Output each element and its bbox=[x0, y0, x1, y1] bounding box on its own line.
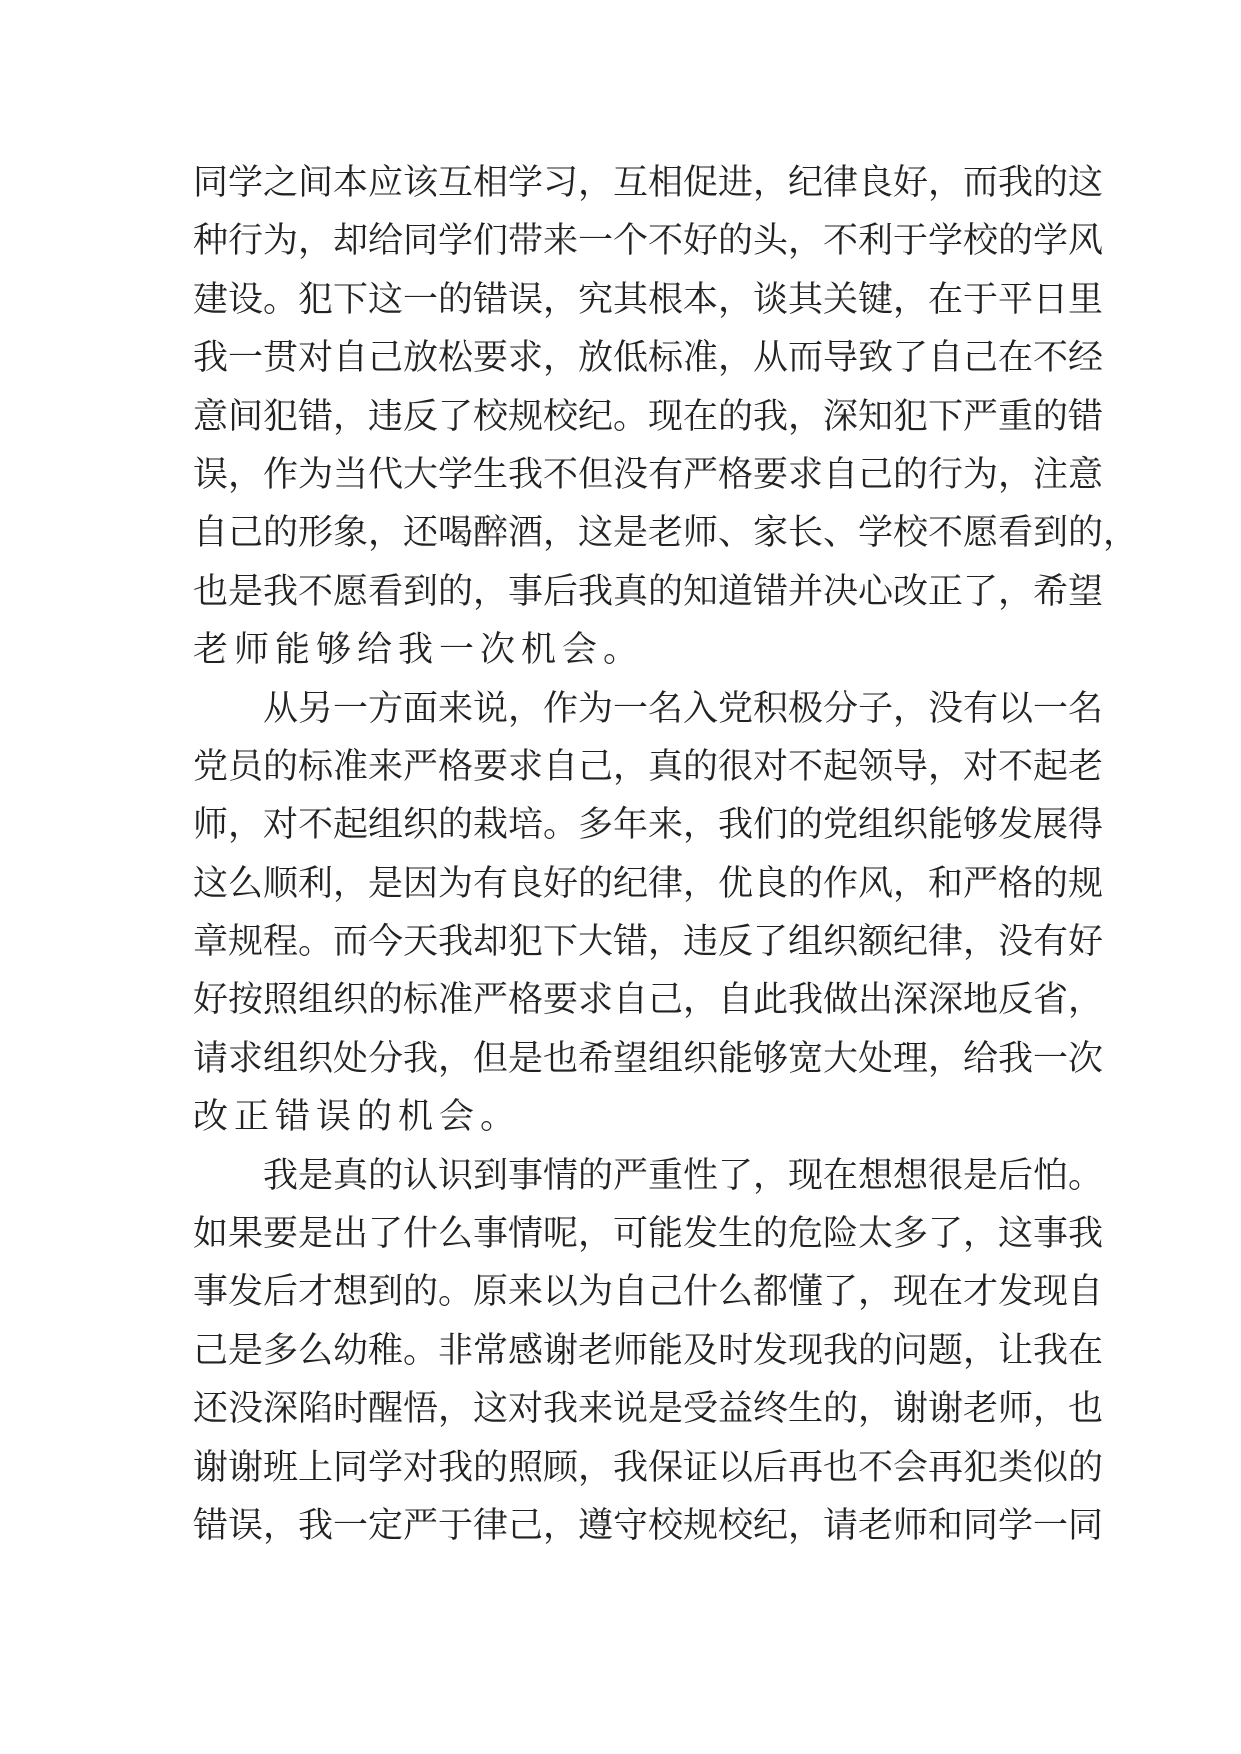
text-line: 事发后才想到的。原来以为自己什么都懂了，现在才发现自 bbox=[193, 1272, 1104, 1313]
text-line-paragraph-end: 改正错误的机会。 bbox=[193, 1097, 522, 1138]
text-line: 党员的标准来严格要求自己，真的很对不起领导，对不起老 bbox=[193, 746, 1104, 787]
text-line: 也是我不愿看到的，事后我真的知道错并决心改正了，希望 bbox=[193, 571, 1104, 612]
text-line: 己是多么幼稚。非常感谢老师能及时发现我的问题，让我在 bbox=[193, 1330, 1104, 1371]
text-line-paragraph-start: 从另一方面来说，作为一名入党积极分子，没有以一名 bbox=[263, 688, 1104, 729]
text-line: 建设。犯下这一的错误，究其根本，谈其关键，在于平日里 bbox=[193, 279, 1104, 320]
text-line: 种行为，却给同学们带来一个不好的头，不利于学校的学风 bbox=[193, 221, 1104, 262]
text-line: 误，作为当代大学生我不但没有严格要求自己的行为，注意 bbox=[193, 454, 1104, 495]
text-line: 还没深陷时醒悟，这对我来说是受益终生的，谢谢老师，也 bbox=[193, 1389, 1104, 1430]
text-line: 师，对不起组织的栽培。多年来，我们的党组织能够发展得 bbox=[193, 805, 1104, 846]
text-line: 如果要是出了什么事情呢，可能发生的危险太多了，这事我 bbox=[193, 1214, 1104, 1255]
text-line: 请求组织处分我，但是也希望组织能够宽大处理，给我一次 bbox=[193, 1038, 1104, 1079]
text-line: 自己的形象，还喝醉酒，这是老师、家长、学校不愿看到的， bbox=[193, 513, 1139, 554]
text-line-paragraph-end: 老师能够给我一次机会。 bbox=[193, 630, 645, 671]
text-line: 谢谢班上同学对我的照顾，我保证以后再也不会再犯类似的 bbox=[193, 1447, 1104, 1488]
text-line: 错误，我一定严于律己，遵守校规校纪，请老师和同学一同 bbox=[193, 1505, 1104, 1546]
text-line: 同学之间本应该互相学习，互相促进，纪律良好，而我的这 bbox=[193, 163, 1104, 203]
text-line: 这么顺利，是因为有良好的纪律，优良的作风，和严格的规 bbox=[193, 863, 1104, 904]
text-line: 我一贯对自己放松要求，放低标准，从而导致了自己在不经 bbox=[193, 338, 1104, 379]
text-line: 好按照组织的标准严格要求自己，自此我做出深深地反省， bbox=[193, 980, 1104, 1021]
text-line-paragraph-start: 我是真的认识到事情的严重性了，现在想想很是后怕。 bbox=[263, 1155, 1104, 1196]
text-line: 意间犯错，违反了校规校纪。现在的我，深知犯下严重的错 bbox=[193, 396, 1104, 437]
text-line: 章规程。而今天我却犯下大错，违反了组织额纪律，没有好 bbox=[193, 922, 1104, 963]
document-body bbox=[193, 154, 1139, 1555]
